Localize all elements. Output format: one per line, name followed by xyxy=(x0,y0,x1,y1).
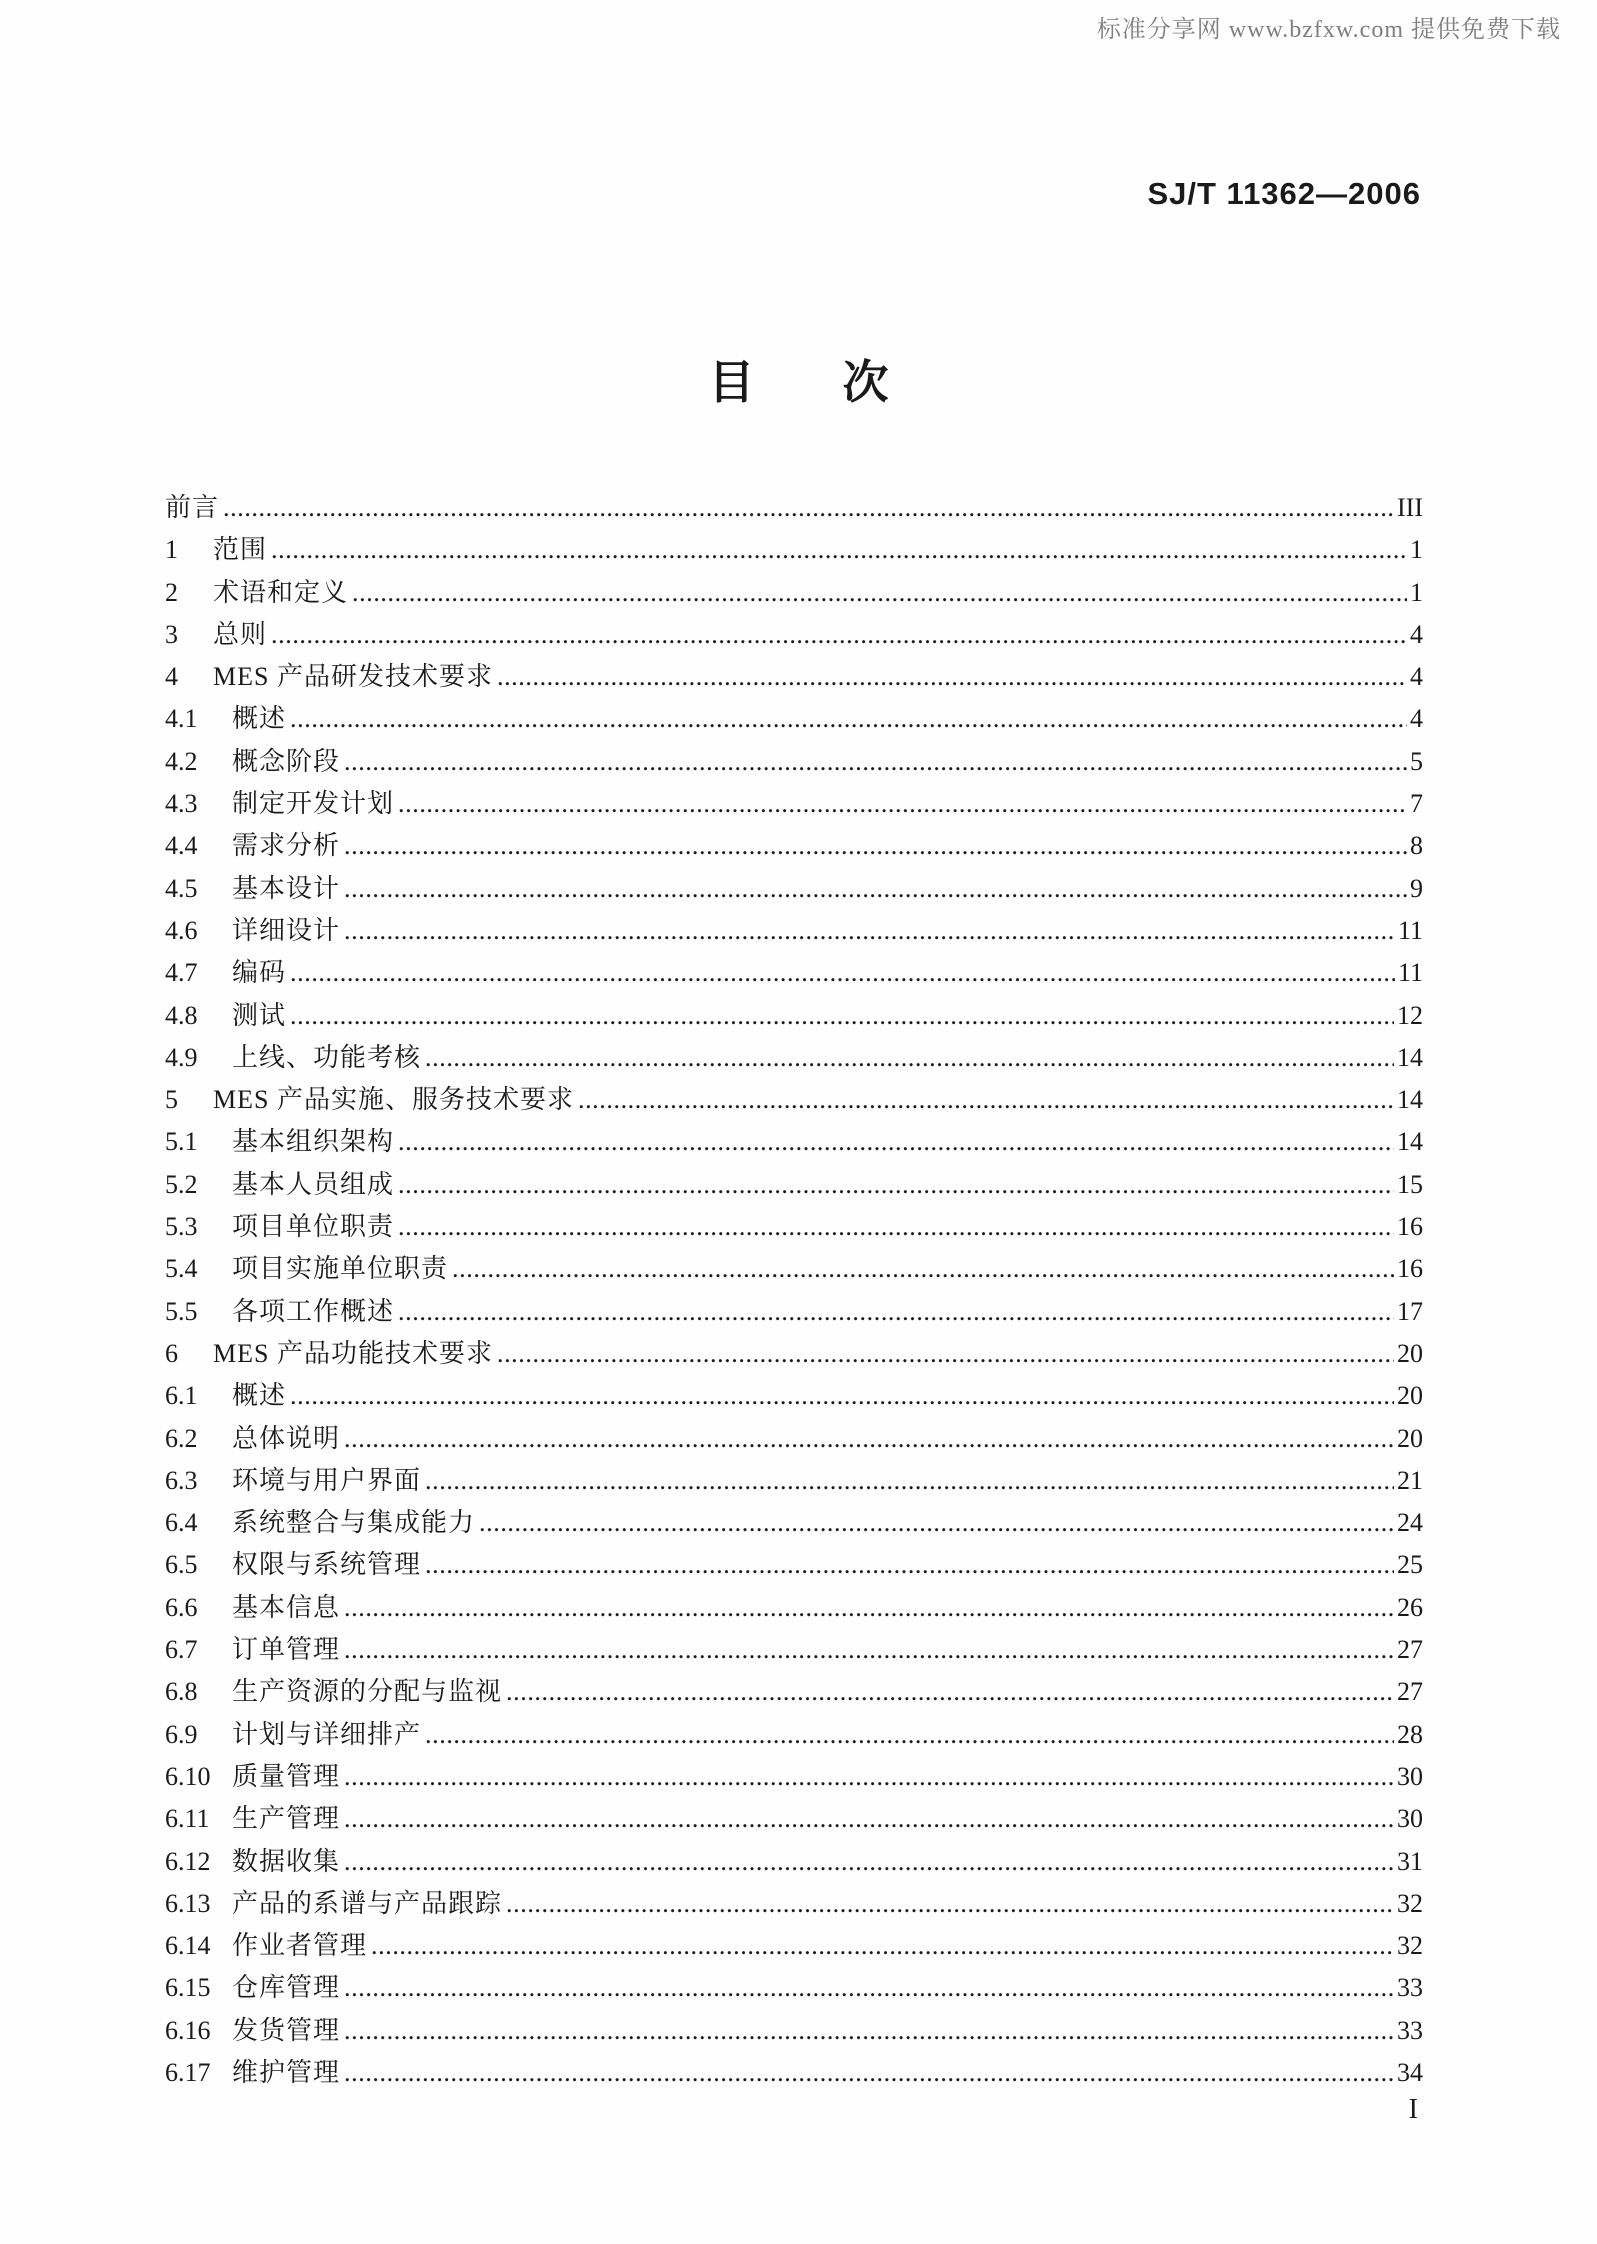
watermark-text: 标准分享网 www.bzfxw.com 提供免费下载 xyxy=(1096,17,1561,43)
toc-entry-number: 5 xyxy=(165,1085,178,1115)
toc-entry xyxy=(165,1121,1423,1163)
toc-entry-number: 6.13 xyxy=(165,1888,211,1918)
page-number-footer: I xyxy=(1408,2094,1418,2125)
toc-leader-dots xyxy=(290,995,1394,1037)
toc-entry-title: MES 产品实施、服务技术要求 xyxy=(213,1085,574,1115)
toc-leader-dots xyxy=(290,1375,1394,1417)
toc-entry-page: 1 xyxy=(1410,577,1423,607)
toc-entry xyxy=(165,2010,1423,2052)
toc-entry xyxy=(165,1248,1423,1290)
toc-entry-title: 概念阶段 xyxy=(232,746,341,776)
toc-entry-title: 基本设计 xyxy=(232,873,341,903)
toc-leader-dots xyxy=(344,1587,1394,1629)
toc-leader-dots xyxy=(425,1714,1394,1756)
toc-entry xyxy=(165,952,1423,994)
toc-entry-number: 6.7 xyxy=(165,1635,198,1665)
toc-leader-dots xyxy=(344,1841,1394,1883)
toc-entry xyxy=(165,1671,1423,1713)
toc-entry-number: 6.12 xyxy=(165,1846,211,1876)
toc-entry-number: 6.16 xyxy=(165,2015,211,2045)
toc-leader-dots xyxy=(398,783,1407,825)
toc-entry-page: 21 xyxy=(1397,1465,1423,1495)
toc-leader-dots xyxy=(344,2010,1394,2052)
toc-entry-title: MES 产品研发技术要求 xyxy=(213,662,493,692)
toc-entry-title: 系统整合与集成能力 xyxy=(232,1508,476,1538)
toc-entry-title: 详细设计 xyxy=(232,915,341,945)
toc-entry xyxy=(165,868,1423,910)
toc-leader-dots xyxy=(344,2052,1394,2094)
toc-entry-page: 4 xyxy=(1410,619,1423,649)
toc-entry-number: 4.8 xyxy=(165,1000,198,1030)
toc-entry-title: 数据收集 xyxy=(232,1846,341,1876)
toc-entry-title: 生产资源的分配与监视 xyxy=(232,1677,503,1707)
toc-entry xyxy=(165,1460,1423,1502)
toc-entry xyxy=(165,698,1423,740)
toc-title-char-1: 目 xyxy=(708,356,755,408)
toc-entry-page: 34 xyxy=(1397,2057,1423,2087)
toc-leader-dots xyxy=(290,698,1407,740)
toc-entry-title: 维护管理 xyxy=(232,2057,341,2087)
toc-entry-page: 30 xyxy=(1397,1761,1423,1791)
toc-entry-page: 24 xyxy=(1397,1508,1423,1538)
toc-entry-page: 14 xyxy=(1397,1042,1423,1072)
toc-leader-dots xyxy=(223,487,1394,529)
toc-entry xyxy=(165,1883,1423,1925)
toc-entry-page: 20 xyxy=(1397,1423,1423,1453)
toc-entry-number: 6.11 xyxy=(165,1804,210,1834)
toc-entry-page: 12 xyxy=(1397,1000,1423,1030)
toc-leader-dots xyxy=(344,825,1407,867)
toc-entry-number: 5.1 xyxy=(165,1127,198,1157)
toc-entry-title: 前言 xyxy=(165,493,220,522)
toc-entry-title: 编码 xyxy=(232,958,287,988)
toc-entry-title: 概述 xyxy=(232,704,287,734)
toc-entry-title: 作业者管理 xyxy=(232,1931,368,1961)
toc-entry xyxy=(165,995,1423,1037)
toc-entry xyxy=(165,1756,1423,1798)
toc-leader-dots xyxy=(425,1460,1394,1502)
toc-entry-page: 11 xyxy=(1397,915,1423,945)
toc-entry xyxy=(165,1375,1423,1417)
toc-entry-number: 3 xyxy=(165,619,178,649)
toc-leader-dots xyxy=(344,1967,1394,2009)
toc-leader-dots xyxy=(271,614,1407,656)
toc-entry xyxy=(165,1798,1423,1840)
toc-entry-number: 6.1 xyxy=(165,1381,198,1411)
toc-entry-number: 6.10 xyxy=(165,1761,211,1791)
toc-entry xyxy=(165,656,1423,698)
toc-entry-title: 生产管理 xyxy=(232,1804,341,1834)
toc-entry-page: 15 xyxy=(1397,1169,1423,1199)
toc-leader-dots xyxy=(344,1629,1394,1671)
toc-entry-number: 4.1 xyxy=(165,704,198,734)
toc-entry-page: 33 xyxy=(1397,2015,1423,2045)
toc-entry-page: 14 xyxy=(1397,1085,1423,1115)
toc-entry-page: 9 xyxy=(1410,873,1423,903)
toc-entry xyxy=(165,1206,1423,1248)
toc-entry-title: 范围 xyxy=(213,535,268,565)
toc-entry-number: 6.15 xyxy=(165,1973,211,2003)
toc-entry-number: 4 xyxy=(165,662,178,692)
toc-entry-number: 1 xyxy=(165,535,178,565)
toc-entry-number: 6.8 xyxy=(165,1677,198,1707)
toc-entry-page: 25 xyxy=(1397,1550,1423,1580)
toc-entry-title: 产品的系谱与产品跟踪 xyxy=(232,1888,503,1918)
toc-entry-number: 4.5 xyxy=(165,873,198,903)
toc-entry xyxy=(165,1629,1423,1671)
toc-entry-title: 概述 xyxy=(232,1381,287,1411)
toc-leader-dots xyxy=(271,529,1407,571)
toc-leader-dots xyxy=(398,1206,1394,1248)
toc-entry-page: 30 xyxy=(1397,1804,1423,1834)
toc-entry-page: 8 xyxy=(1410,831,1423,861)
toc-entry-number: 4.2 xyxy=(165,746,198,776)
toc-entry xyxy=(165,1544,1423,1586)
toc-entry xyxy=(165,1714,1423,1756)
toc-entry-page: III xyxy=(1397,493,1423,522)
toc-entry-number: 6.17 xyxy=(165,2057,211,2087)
toc-leader-dots xyxy=(479,1502,1394,1544)
toc-entry-number: 2 xyxy=(165,577,178,607)
toc-entry-number: 5.5 xyxy=(165,1296,198,1326)
toc-entry-number: 5.3 xyxy=(165,1212,198,1242)
toc-leader-dots xyxy=(344,1756,1394,1798)
toc-entry-title: 需求分析 xyxy=(232,831,341,861)
toc-entry-page: 5 xyxy=(1410,746,1423,776)
toc-entry xyxy=(165,529,1423,571)
toc-entry-page: 16 xyxy=(1397,1254,1423,1284)
toc-entry xyxy=(165,825,1423,867)
toc-leader-dots xyxy=(371,1925,1394,1967)
toc-entry-title: 仓库管理 xyxy=(232,1973,341,2003)
toc-entry xyxy=(165,1291,1423,1333)
toc-entry-number: 6 xyxy=(165,1338,178,1368)
toc-entry xyxy=(165,614,1423,656)
toc-entry-page: 27 xyxy=(1397,1677,1423,1707)
toc-entry xyxy=(165,2052,1423,2094)
toc-entry-title: 上线、功能考核 xyxy=(232,1042,422,1072)
toc-entry-page: 14 xyxy=(1397,1127,1423,1157)
toc-entry-title: 权限与系统管理 xyxy=(232,1550,422,1580)
toc-entry-page: 4 xyxy=(1410,704,1423,734)
toc-entry xyxy=(165,1502,1423,1544)
toc-entry-number: 4.9 xyxy=(165,1042,198,1072)
toc-entry-title: 各项工作概述 xyxy=(232,1296,395,1326)
toc-leader-dots xyxy=(344,910,1395,952)
toc-entry-page: 4 xyxy=(1410,662,1423,692)
toc-leader-dots xyxy=(398,1164,1394,1206)
toc-entry-page: 32 xyxy=(1397,1931,1423,1961)
toc-entry-page: 32 xyxy=(1397,1888,1423,1918)
toc-entry-number: 6.9 xyxy=(165,1719,198,1749)
toc-entry xyxy=(165,1164,1423,1206)
toc-entry xyxy=(165,910,1423,952)
toc-leader-dots xyxy=(398,1291,1394,1333)
toc-entry-title: 总体说明 xyxy=(232,1423,341,1453)
standard-number-header: SJ/T 11362—2006 xyxy=(1147,176,1421,211)
toc-leader-dots xyxy=(344,741,1407,783)
toc-entry xyxy=(165,783,1423,825)
toc-leader-dots xyxy=(425,1544,1394,1586)
toc-leader-dots xyxy=(497,1333,1394,1375)
toc-entry-page: 1 xyxy=(1410,535,1423,565)
toc-entry-number: 4.4 xyxy=(165,831,198,861)
toc-entry-number: 4.3 xyxy=(165,789,198,819)
toc-entry xyxy=(165,1967,1423,2009)
toc-leader-dots xyxy=(452,1248,1394,1290)
toc-entry xyxy=(165,572,1423,614)
toc-entry-page: 27 xyxy=(1397,1635,1423,1665)
toc-entry-title: 总则 xyxy=(213,619,268,649)
toc-entry-number: 6.6 xyxy=(165,1592,198,1622)
toc-entry-number: 4.7 xyxy=(165,958,198,988)
toc-entry-number: 6.4 xyxy=(165,1508,198,1538)
toc-entry-title: 订单管理 xyxy=(232,1635,341,1665)
toc-entry xyxy=(165,1925,1423,1967)
toc-entry-page: 16 xyxy=(1397,1212,1423,1242)
toc-entry-page: 11 xyxy=(1397,958,1423,988)
toc-leader-dots xyxy=(290,952,1395,994)
toc-entry xyxy=(165,1079,1423,1121)
toc-entry-title: 基本人员组成 xyxy=(232,1169,395,1199)
toc-entry-title: 测试 xyxy=(232,1000,287,1030)
toc-entry-number: 4.6 xyxy=(165,915,198,945)
toc-entry-page: 20 xyxy=(1397,1338,1423,1368)
toc-entry-page: 26 xyxy=(1397,1592,1423,1622)
toc-entry-number: 6.14 xyxy=(165,1931,211,1961)
toc-leader-dots xyxy=(398,1121,1394,1163)
toc-entry-title: 环境与用户界面 xyxy=(232,1465,422,1495)
toc-leader-dots xyxy=(506,1671,1394,1713)
toc-entry-page: 20 xyxy=(1397,1381,1423,1411)
toc-entry xyxy=(165,1333,1423,1375)
toc-entry-title: 基本信息 xyxy=(232,1592,341,1622)
toc-entry-page: 31 xyxy=(1397,1846,1423,1876)
toc-entry xyxy=(165,1587,1423,1629)
toc-entry-title: 制定开发计划 xyxy=(232,789,395,819)
toc-entry-title: 项目实施单位职责 xyxy=(232,1254,449,1284)
table-of-contents xyxy=(165,487,1423,2094)
toc-title-char-2: 次 xyxy=(842,356,889,408)
toc-entry-number: 5.2 xyxy=(165,1169,198,1199)
toc-leader-dots xyxy=(578,1079,1394,1121)
toc-entry-title: 发货管理 xyxy=(232,2015,341,2045)
toc-entry-number: 5.4 xyxy=(165,1254,198,1284)
toc-entry-title: 术语和定义 xyxy=(213,577,349,607)
toc-leader-dots xyxy=(352,572,1407,614)
toc-entry xyxy=(165,1418,1423,1460)
toc-leader-dots xyxy=(344,1418,1394,1460)
toc-entry-title: MES 产品功能技术要求 xyxy=(213,1338,493,1368)
toc-leader-dots xyxy=(506,1883,1394,1925)
toc-entry-title: 计划与详细排产 xyxy=(232,1719,422,1749)
toc-entry xyxy=(165,1037,1423,1079)
toc-entry-number: 6.2 xyxy=(165,1423,198,1453)
toc-entry-number: 6.5 xyxy=(165,1550,198,1580)
toc-entry-number: 6.3 xyxy=(165,1465,198,1495)
toc-leader-dots xyxy=(344,1798,1394,1840)
toc-leader-dots xyxy=(497,656,1407,698)
toc-entry xyxy=(165,487,1423,529)
toc-entry-page: 28 xyxy=(1397,1719,1423,1749)
toc-title xyxy=(0,346,1597,412)
toc-entry xyxy=(165,1841,1423,1883)
toc-leader-dots xyxy=(344,868,1407,910)
toc-entry-title: 质量管理 xyxy=(232,1761,341,1791)
toc-entry-title: 项目单位职责 xyxy=(232,1212,395,1242)
toc-entry xyxy=(165,741,1423,783)
toc-entry-page: 17 xyxy=(1397,1296,1423,1326)
toc-entry-title: 基本组织架构 xyxy=(232,1127,395,1157)
toc-entry-page: 7 xyxy=(1410,789,1423,819)
toc-entry-page: 33 xyxy=(1397,1973,1423,2003)
toc-leader-dots xyxy=(425,1037,1394,1079)
